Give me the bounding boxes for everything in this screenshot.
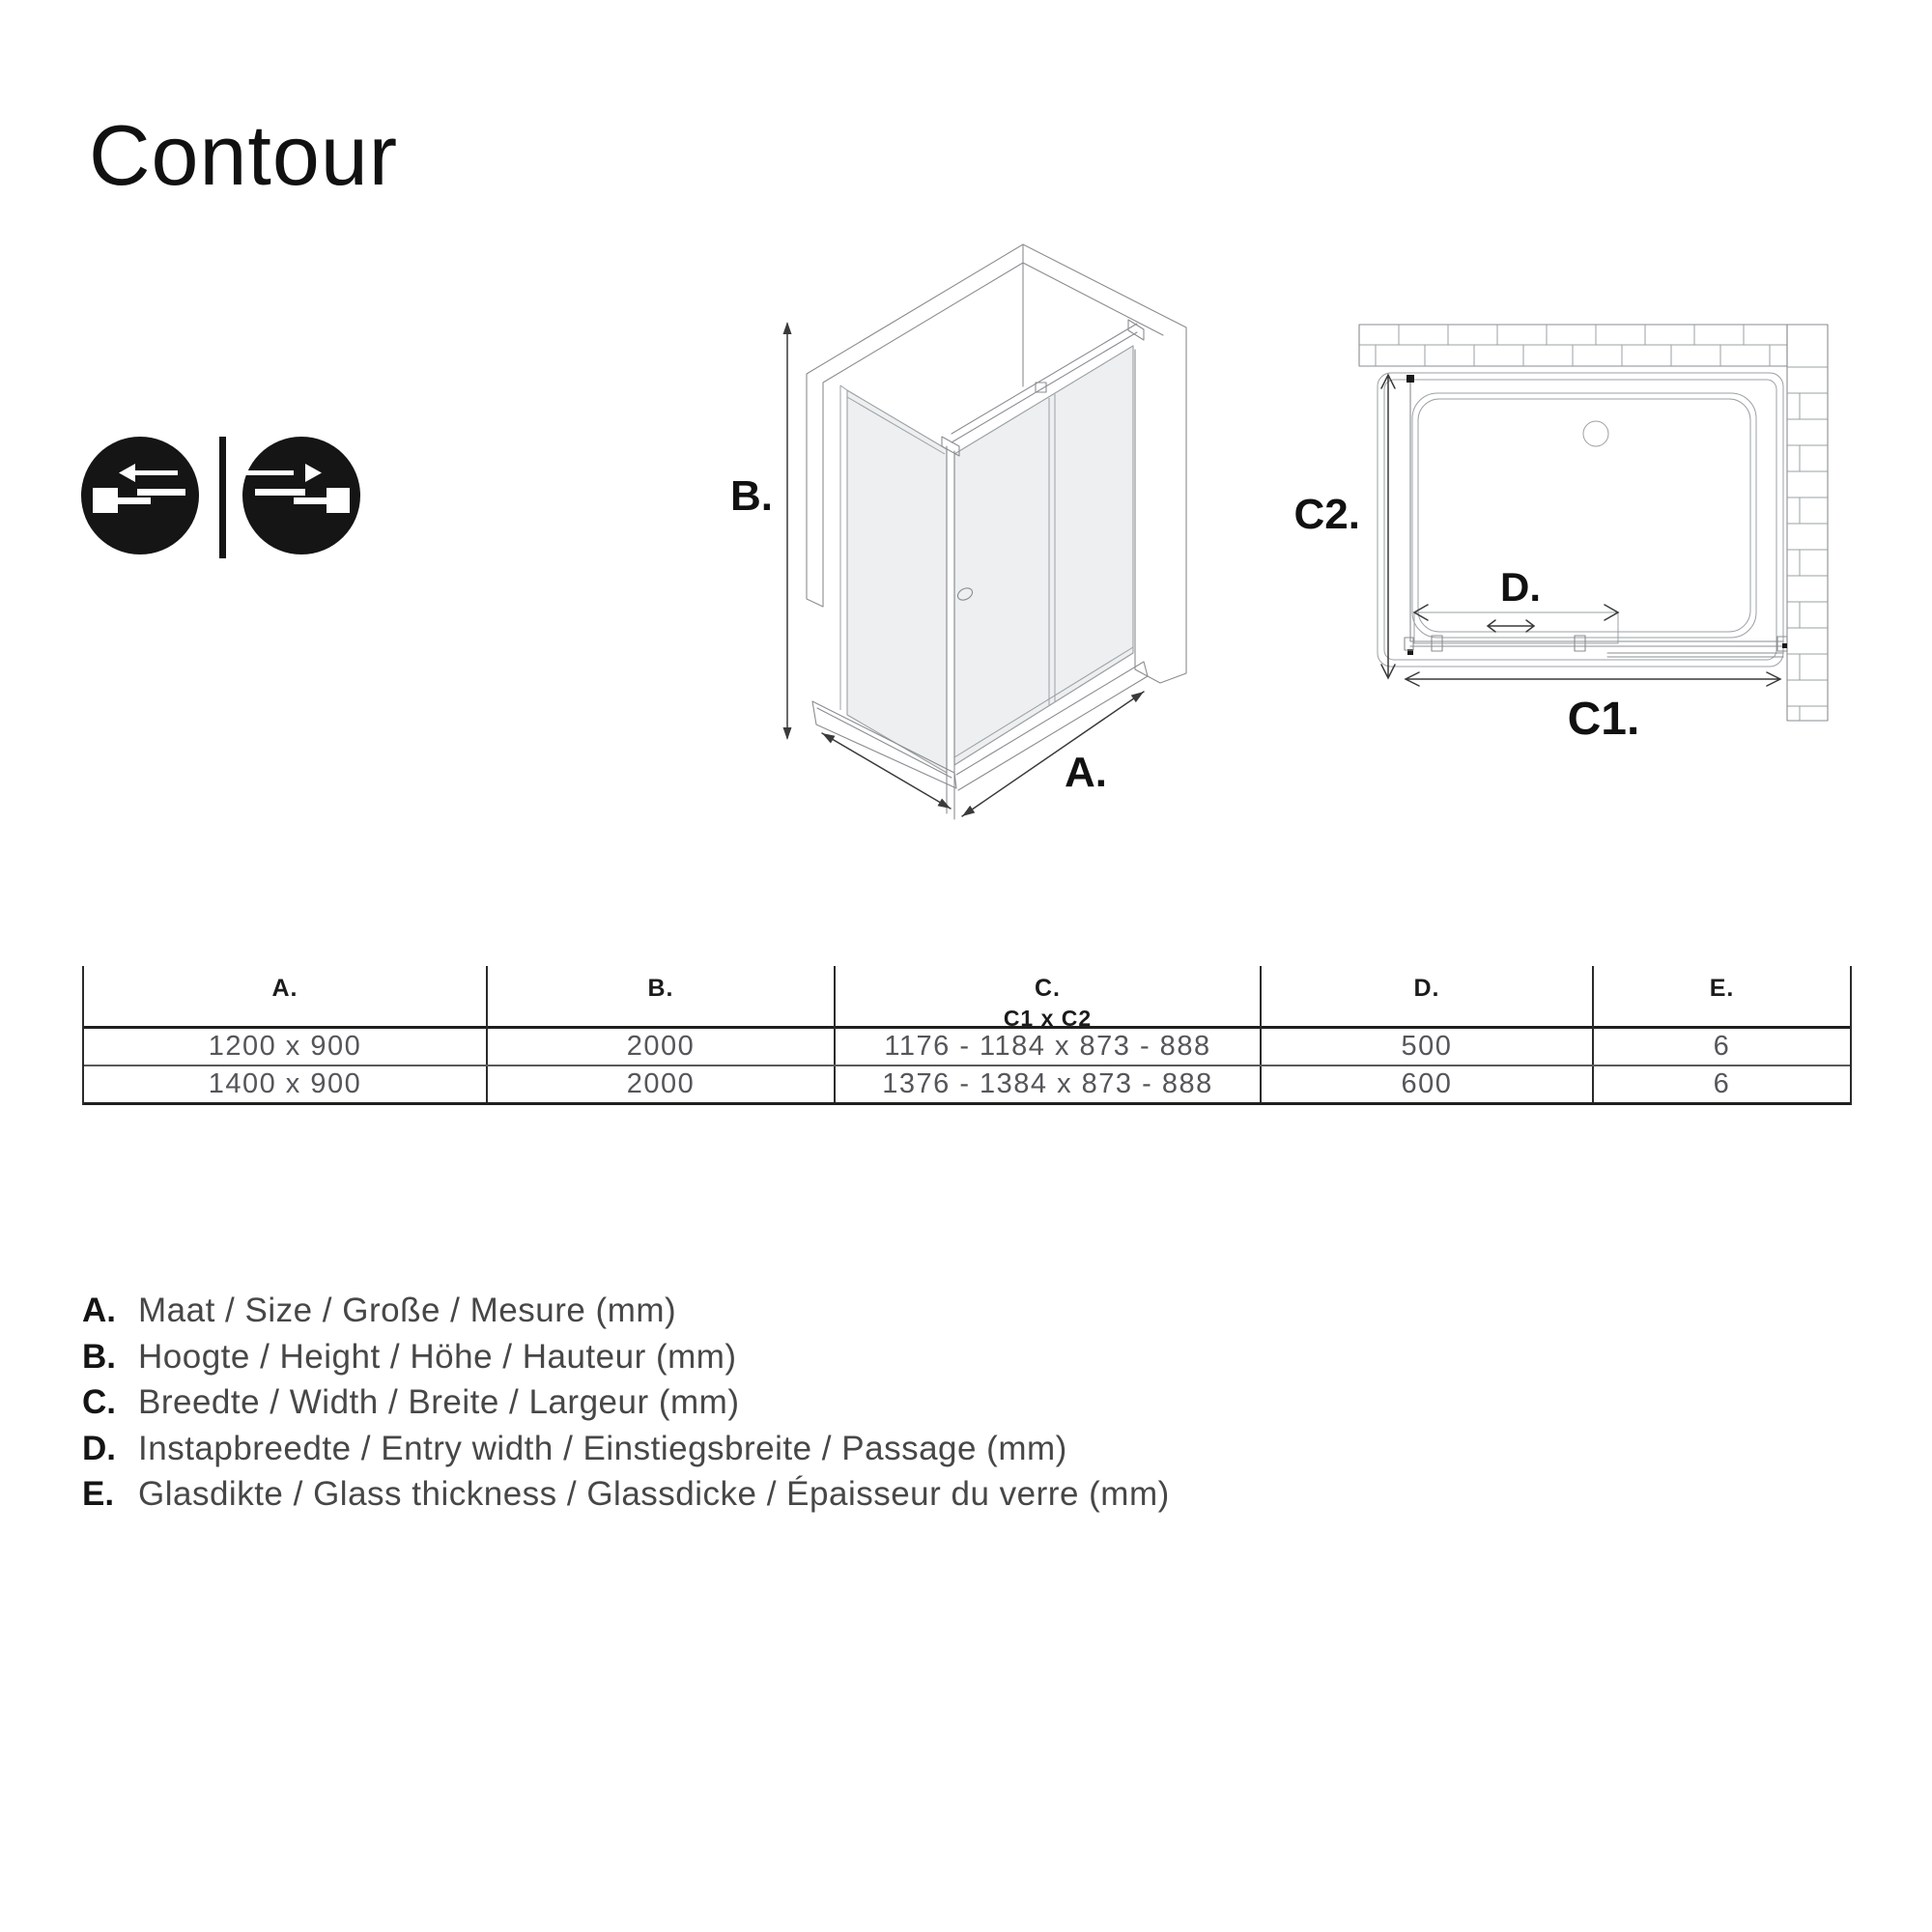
label-D: D.	[1500, 564, 1541, 610]
slide-direction-right-icon	[242, 437, 360, 554]
dimension-width-C1	[1406, 672, 1780, 686]
legend-item-B: B. Hoogte / Height / Höhe / Hauteur (mm)	[82, 1337, 737, 1376]
brick-wall	[1359, 325, 1828, 721]
spec-table	[82, 966, 1852, 1105]
enclosure-profile	[1378, 373, 1783, 667]
table-row: 1400 x 900 2000 1376 - 1384 x 873 - 888 600 6	[84, 1066, 1850, 1105]
top-view-diagram	[1285, 309, 1903, 753]
isometric-diagram	[580, 174, 1256, 869]
legend-item-A: A. Maat / Size / Große / Mesure (mm)	[82, 1292, 677, 1329]
drain-circle	[1583, 421, 1608, 446]
table-header-D: D.	[1262, 966, 1594, 1032]
legend-item-E: E. Glasdikte / Glass thickness / Glassdicke / Épaisseur du verre (mm)	[82, 1475, 1170, 1513]
legend-item-C: C. Breedte / Width / Breite / Largeur (mm)	[82, 1383, 740, 1421]
table-row: 1200 x 900 2000 1176 - 1184 x 873 - 888 500 6	[84, 1029, 1850, 1066]
label-C2: C2.	[1293, 491, 1360, 538]
dimension-height-B	[783, 322, 792, 740]
legend-item-D: D. Instapbreedte / Entry width / Einstiegsbreite / Passage (mm)	[82, 1429, 1067, 1467]
sliding-door-panels	[954, 346, 1133, 765]
table-header-B: B.	[488, 966, 836, 1032]
table-header-C: C. C1 x C2	[836, 966, 1262, 1032]
plan-door-track	[1405, 636, 1787, 657]
label-C1: C1.	[1567, 694, 1640, 745]
table-header-A: A.	[84, 966, 488, 1032]
label-A: A.	[1065, 749, 1107, 796]
table-header-row	[84, 966, 1850, 1029]
table-header-E: E.	[1709, 975, 1735, 1002]
slide-direction-icons	[58, 425, 406, 570]
page-title: Contour	[89, 106, 399, 203]
legend	[82, 1292, 1170, 1521]
plan-side-glass	[1406, 375, 1414, 655]
slide-direction-left-icon	[81, 437, 199, 554]
dimension-depth-C2	[1381, 375, 1395, 678]
label-B: B.	[730, 472, 773, 520]
side-glass-panel	[840, 385, 947, 773]
icon-divider	[219, 437, 226, 558]
